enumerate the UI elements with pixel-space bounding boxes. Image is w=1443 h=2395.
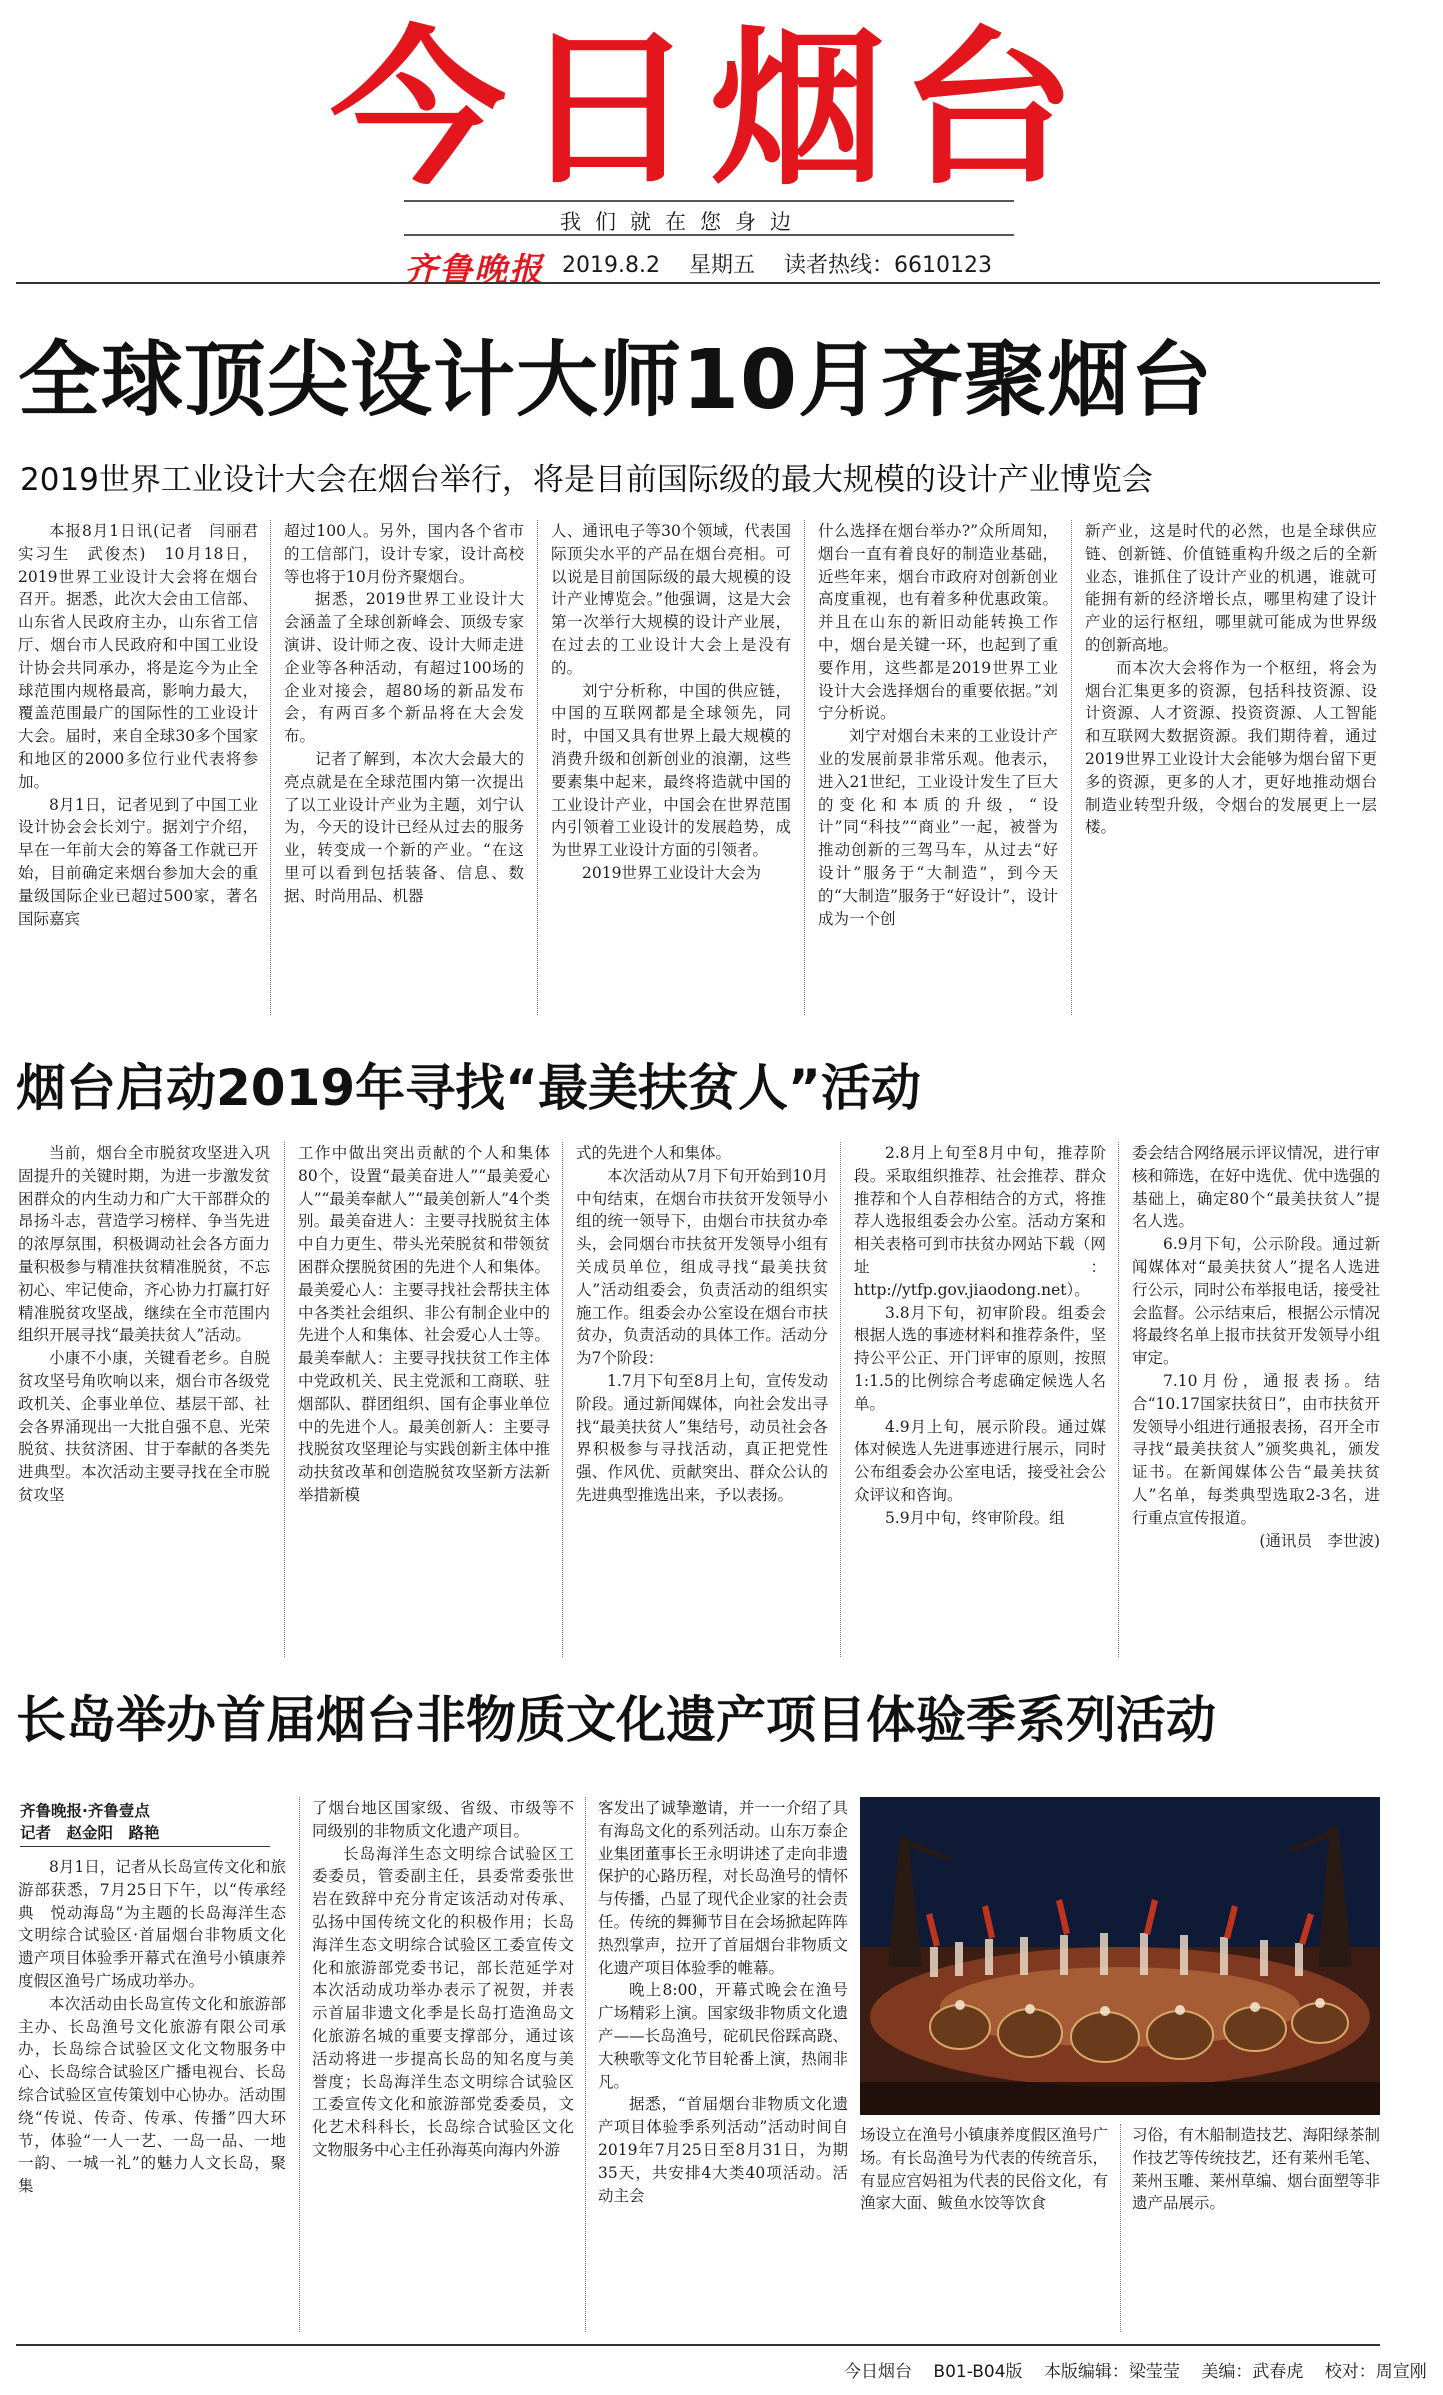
article2-paragraph: 1.7月下旬至8月上旬，宣传发动阶段。通过新闻媒体，向社会发出寻找“最美扶贫人”集结号，动员社会各界积极参与寻找活动，真正把党性强、作风优、贡献突出、群众公认的先进典型推选出来，予以表扬。 <box>576 1371 828 1504</box>
article1-paragraph: 8月1日，记者见到了中国工业设计协会会长刘宁。据刘宁介绍，早在一年前大会的筹备工作就已开始，目前确定来烟台参加大会的重量级国际企业已超过500家，著名国际嘉宾 <box>18 795 258 928</box>
article3-column <box>598 1797 848 2337</box>
article1-column <box>1085 520 1377 1020</box>
article1-paragraph: 刘宁对烟台未来的工业设计产业的发展前景非常乐观。他表示，进入21世纪，工业设计发生了巨大的变化和本质的升级，“设计”同“科技”“商业”一起，被誉为推动创新的三驾马车，从过去“好设计”服务于“大制造”，到今天的“大制造”服务于“好设计”，设计成为一个创 <box>818 727 1058 928</box>
article2-paragraph: 5.9月中旬，终审阶段。组 <box>885 1508 1065 1527</box>
article1-paragraph: 人、通讯电子等30个领域，代表国际顶尖水平的产品在烟台亮相。可以说是目前国际级的最大规模的设计产业博览会。”他强调，这是大会第一次举行大规模的设计产业展，在过去的工业设计大会上是没有的。 <box>551 522 791 677</box>
column-divider <box>585 1797 586 2332</box>
masthead-bottom-rule <box>16 282 1380 284</box>
brand-logo: 齐鲁晚报 <box>404 250 544 289</box>
article1-paragraph: 记者了解到，本次大会最大的亮点就是在全球范围内第一次提出了以工业设计产业为主题，刘宁认为，今天的设计已经从过去的服务业，转变成一个新的产业。“在这里可以看到包括装备、信息、数据、时尚用品、机器 <box>284 749 524 905</box>
footer-edition: 今日烟台 <box>844 2362 912 2382</box>
article3-column <box>1132 2124 1380 2334</box>
article2-paragraph: 7.10月份，通报表扬。结合“10.17国家扶贫日”，由市扶贫开发领导小组进行通报表扬，召开全市寻找“最美扶贫人”颁奖典礼，颁发证书。在新闻媒体公告“最美扶贫人”名单，每类典型选取2-3名，进行重点宣传报道。 <box>1132 1371 1381 1527</box>
article2-paragraph: 本次活动从7月下旬开始到10月中旬结束，在烟台市扶贫开发领导小组的统一领导下，由烟台市扶贫办牵头，会同烟台市扶贫开发领导小组有关成员单位，组成寻找“最美扶贫人”活动组委会，负责活动的组织实施工作。组委会办公室设在烟台市扶贫办，负责活动的具体工作。活动分为7个阶段： <box>576 1166 828 1368</box>
article1-paragraph: 2019世界工业设计大会为 <box>582 863 761 882</box>
article2-column <box>298 1142 550 1662</box>
article2-column <box>18 1142 270 1662</box>
article2-column <box>576 1142 828 1662</box>
masthead-rule <box>404 234 1014 236</box>
event-photo <box>860 1797 1380 2115</box>
column-divider <box>1071 520 1072 1015</box>
article2-paragraph: 4.9月上旬，展示阶段。通过媒体对候选人先进事迹进行展示，同时公布组委会办公室电话，接受社会公众评议和咨询。 <box>854 1417 1106 1504</box>
article3-paragraph: 据悉，“首届烟台非物质文化遗产项目体验季系列活动”活动时间自2019年7月25日至8月31日，为期35天，共安排4大类40项活动。活动主会 <box>598 2095 848 2205</box>
article1-paragraph: 刘宁分析称，中国的供应链，中国的互联网都是全球领先，同时，中国又具有世界上最大规模的消费升级和创新创业的浪潮，这些要素集中起来，最终将造就中国的工业设计产业，中国会在世界范围内引领着工业设计的发展趋势，成为世界工业设计方面的引领者。 <box>551 681 791 860</box>
column-divider <box>299 1797 300 2332</box>
article3-paragraph: 8月1日，记者从长岛宣传文化和旅游部获悉，7月25日下午，以“传承经典 悦动海岛”为主题的长岛海洋生态文明综合试验区·首届烟台非物质文化遗产项目体验季开幕式在渔号小镇康养度假区渔号广场成功举办。 <box>18 1858 286 1990</box>
article2-paragraph: 6.9月下旬，公示阶段。通过新闻媒体对“最美扶贫人”提名人选进行公示，同时公布举报电话，接受社会监督。公示结束后，根据公示情况将最终名单上报市扶贫开发领导小组审定。 <box>1132 1235 1381 1368</box>
column-divider <box>1118 1142 1119 1657</box>
article2-headline: 烟台启动2019年寻找“最美扶贫人”活动 <box>16 1059 921 1117</box>
byline-rule <box>20 1846 270 1847</box>
article2-credit: (通讯员 李世波) <box>1259 1531 1380 1550</box>
article3-paragraph: 本次活动由长岛宣传文化和旅游部主办、长岛渔号文化旅游有限公司承办，长岛综合试验区文化文物服务中心、长岛综合试验区广播电视台、长岛综合试验区宣传策划中心协办。活动围绕“传说、传奇、传承、传播”四大环节，体验“一人一艺、一岛一品、一地一韵、一城一礼”的魅力人文长岛，聚集 <box>18 1994 286 2196</box>
masthead-slogan: 我们就在您身边 <box>560 210 805 234</box>
reader-hotline: 读者热线：6610123 <box>783 253 992 278</box>
column-divider <box>840 1142 841 1657</box>
article3-byline-source: 齐鲁晚报·齐鲁壹点 <box>20 1802 150 1820</box>
article2-paragraph: 工作中做出突出贡献的个人和集体80个，设置“最美奋进人”“最美爱心人”“最美奉献人”“最美创新人”4个类别。最美奋进人：主要寻找脱贫主体中自力更生、带头光荣脱贫和带领贫困群众摆脱贫困的先进个人和集体。最美爱心人：主要寻找社会帮扶主体中各类社会组织、非公有制企业中的先进个人和集体、社会爱心人士等。最美奉献人：主要寻找扶贫工作主体中党政机关、民主党派和工商联、驻烟部队、群团组织、国有企事业单位中的先进个人。最美创新人：主要寻找脱贫攻坚理论与实践创新主体中推动扶贫改革和创造脱贫攻坚新方法新举措新模 <box>298 1144 550 1504</box>
masthead-logo: 今日烟台 <box>329 11 1090 208</box>
article3-headline: 长岛举办首届烟台非物质文化遗产项目体验季系列活动 <box>16 1691 1216 1749</box>
article1-paragraph: 而本次大会将作为一个枢纽，将会为烟台汇集更多的资源，包括科技资源、设计资源、人才资源、投资资源、人工智能和互联网大数据资源。我们期待着，通过2019世界工业设计大会能够为烟台留下更多的资源，更多的人才，更好地推动烟台制造业转型升级，令烟台的发展更上一层楼。 <box>1085 658 1377 837</box>
article2-column <box>854 1142 1106 1662</box>
column-divider <box>804 520 805 1015</box>
article3-byline-reporters: 记者 赵金阳 路艳 <box>20 1824 160 1842</box>
article3-byline <box>20 1800 160 1844</box>
article2-column <box>1132 1142 1380 1662</box>
article3-column <box>18 1856 286 2336</box>
article1-column <box>284 520 524 1020</box>
footer-rule <box>16 2344 1380 2346</box>
article3-column <box>312 1797 574 2337</box>
article2-paragraph: 式的先进个人和集体。 <box>576 1144 732 1162</box>
footer-pages: B01-B04版 <box>933 2362 1023 2382</box>
article3-paragraph: 场设立在渔号小镇康养度假区渔号广场。有长岛渔号为代表的传统音乐，有显应宫妈祖为代表的民俗文化，有渔家大面、鲅鱼水饺等饮食 <box>860 2126 1109 2213</box>
article1-paragraph: 超过100人。另外，国内各个省市的工信部门，设计专家，设计高校等也将于10月份齐聚烟台。 <box>284 522 524 586</box>
article1-headline: 全球顶尖设计大师10月齐聚烟台 <box>18 333 1214 428</box>
article1-column <box>551 520 791 1020</box>
article3-paragraph: 了烟台地区国家级、省级、市级等不同级别的非物质文化遗产项目。 <box>312 1799 574 1840</box>
article1-paragraph: 新产业，这是时代的必然，也是全球供应链、创新链、价值链重构升级之后的全新业态，谁抓住了设计产业的机遇，谁就可能拥有新的经济增长点，哪里构建了设计产业的运行枢纽，哪里就可能成为世界级的创新高地。 <box>1085 522 1377 654</box>
article1-column <box>818 520 1058 1020</box>
article1-subheadline: 2019世界工业设计大会在烟台举行，将是目前国际级的最大规模的设计产业博览会 <box>20 462 1153 498</box>
article3-paragraph: 长岛海洋生态文明综合试验区工委委员，管委副主任，县委常委张世岩在致辞中充分肯定该活动对传承、弘扬中国传统文化的积极作用；长岛海洋生态文明综合试验区工委宣传文化和旅游部党委书记，部长范延学对本次活动成功举办表示了祝贺，并表示首届非遗文化季是长岛打造渔岛文化旅游名城的重要支撑部分，通过该活动将进一步提高长岛的知名度与美誉度；长岛海洋生态文明综合试验区工委宣传文化和旅游部党委委员，文化艺术科科长，长岛综合试验区文化文物服务中心主任孙海英向海内外游 <box>312 1844 574 2159</box>
article3-paragraph: 习俗，有木船制造技艺、海阳绿茶制作技艺等传统技艺，还有莱州毛笔、莱州玉雕、莱州草编、烟台面塑等非遗产品展示。 <box>1132 2126 1381 2213</box>
footer-editor: 本版编辑：梁莹莹 <box>1043 2362 1180 2382</box>
article3-paragraph: 晚上8:00，开幕式晚会在渔号广场精彩上演。国家级非物质文化遗产——长岛渔号，砣矶民俗踩高跷、大秧歌等文化节目轮番上演，热闹非凡。 <box>598 1981 848 2091</box>
article3-column <box>860 2124 1108 2334</box>
issue-weekday: 星期五 <box>688 253 755 278</box>
page-footer <box>844 2357 1443 2382</box>
column-divider <box>284 1142 285 1657</box>
masthead-info <box>562 248 1014 279</box>
issue-date: 2019.8.2 <box>562 253 660 278</box>
column-divider <box>270 520 271 1015</box>
article2-paragraph: 小康不小康，关键看老乡。自脱贫攻坚号角吹响以来，烟台市各级党政机关、企事业单位、基层干部、社会各界涌现出一大批自强不息、光荣脱贫、扶贫济困、甘于奉献的各类先进典型。本次活动主要寻找在全市脱贫攻坚 <box>18 1349 270 1504</box>
masthead-rule <box>404 200 1014 202</box>
article3-paragraph: 客发出了诚挚邀请，并一一介绍了具有海岛文化的系列活动。山东万泰企业集团董事长王永明讲述了走向非遗保护的心路历程，对长岛渔号的情怀与传播，凸显了现代企业家的社会责任。传统的舞狮节目在会场掀起阵阵热烈掌声，拉开了首届烟台非物质文化遗产项目体验季的帷幕。 <box>598 1799 848 1977</box>
column-divider <box>1120 2124 1121 2332</box>
footer-designer: 美编：武春虎 <box>1201 2362 1304 2382</box>
column-divider <box>562 1142 563 1657</box>
footer-proofreader: 校对：周宣刚 <box>1324 2362 1427 2382</box>
article2-paragraph: 2.8月上旬至8月中旬，推荐阶段。采取组织推荐、社会推荐、群众推荐和个人自荐相结合的方式，将推荐人选报组委会办公室。活动方案和相关表格可到市扶贫办网站下载（网址：http://ytfp.gov.jiaodong.net）。 <box>854 1144 1106 1299</box>
article1-column <box>18 520 274 1020</box>
article1-paragraph: 据悉，2019世界工业设计大会涵盖了全球创新峰会、顶级专家演讲、设计师之夜、设计大师走进企业等各种活动，有超过100场的企业对接会，超80场的新品发布会，有两百多个新品将在大会发布。 <box>284 590 524 746</box>
article1-paragraph: 什么选择在烟台举办?”众所周知，烟台一直有着良好的制造业基础，近些年来，烟台市政府对创新创业高度重视，也有着多种优惠政策。并且在山东的新旧动能转换工作中，烟台是关键一环，也起到了重要作用，这些都是2019世界工业设计大会选择烟台的重要依据。”刘宁分析说。 <box>818 522 1058 723</box>
article2-paragraph: 当前，烟台全市脱贫攻坚进入巩固提升的关键时期，为进一步激发贫困群众的内生动力和广大干部群众的昂扬斗志，营造学习榜样、争当先进的浓厚氛围，积极调动社会各方面力量积极参与精准扶贫精准脱贫，不忘初心、牢记使命，齐心协力打赢打好精准脱贫攻坚战，继续在全市范围内组织开展寻找“最美扶贫人”活动。 <box>18 1144 270 1345</box>
article2-paragraph: 3.8月下旬，初审阶段。组委会根据人选的事迹材料和推荐条件，坚持公平公正、开门评审的原则，按照1:1.5的比例综合考虑确定候选人名单。 <box>854 1303 1106 1413</box>
column-divider <box>537 520 538 1015</box>
article2-paragraph: 委会结合网络展示评议情况，进行审核和筛选，在好中选优、优中选强的基础上，确定80个“最美扶贫人”提名人选。 <box>1132 1144 1381 1231</box>
article1-paragraph: 本报8月1日讯(记者 闫丽君 实习生 武俊杰) 10月18日，2019世界工业设计大会将在烟台召开。据悉，此次大会由工信部、山东省人民政府主办，山东省工信厅、烟台市人民政府和中国工业设计协会共同承办，将是迄今为止全球范围内规格最高，影响力最大，覆盖范围最广的国际性的工业设计大会。届时，来自全球30多个国家和地区的2000多位行业代表将参加。 <box>18 522 274 791</box>
stage-performance-image <box>860 1797 1380 2115</box>
